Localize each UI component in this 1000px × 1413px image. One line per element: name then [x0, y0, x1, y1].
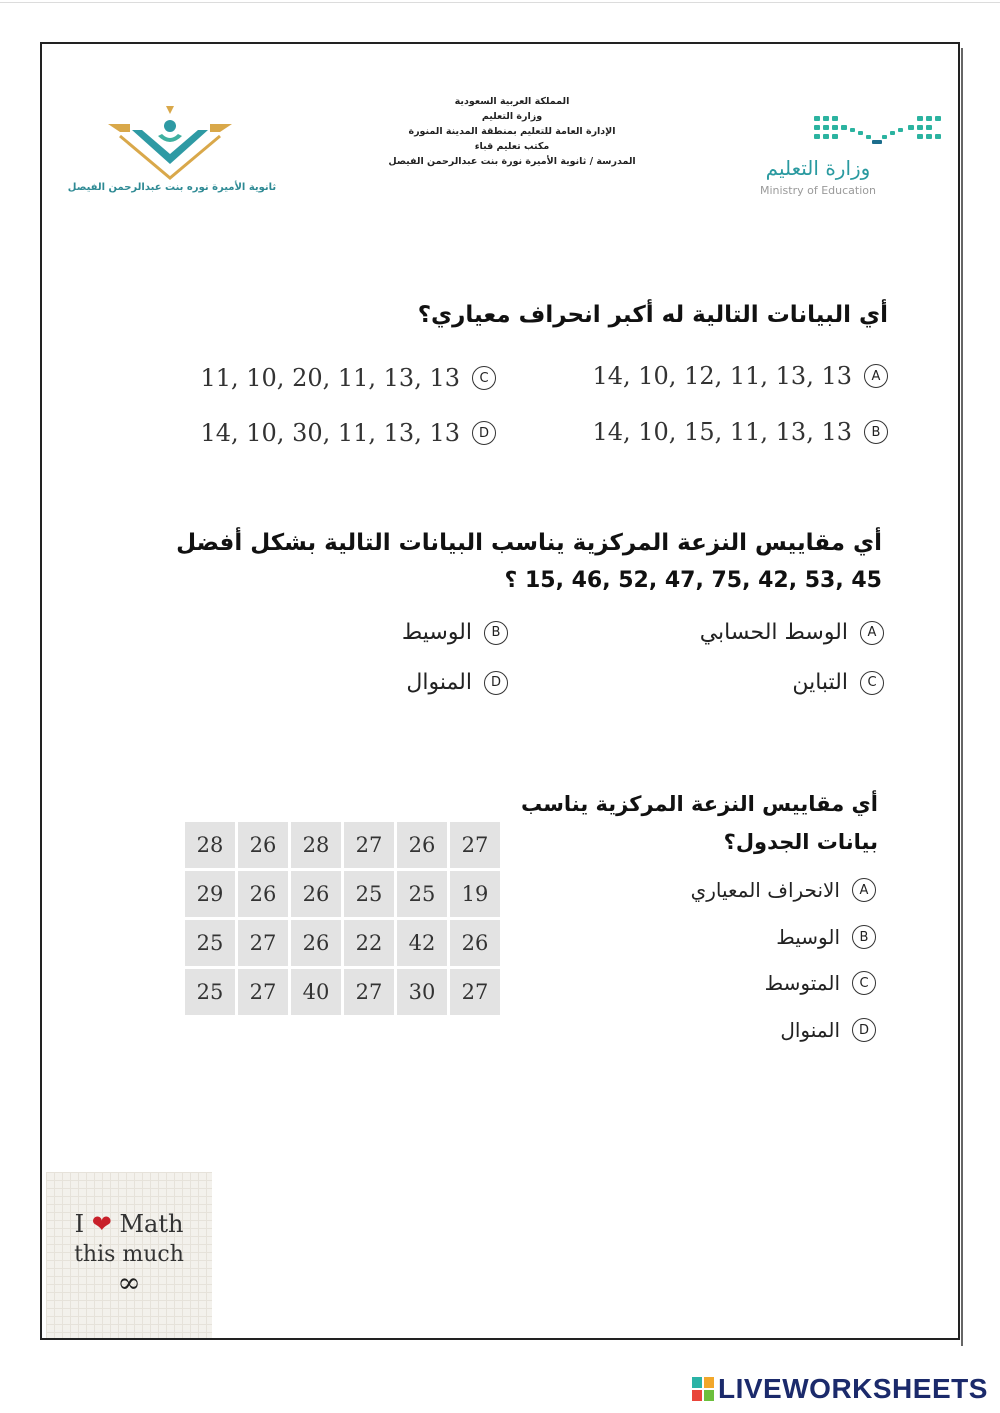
ministry-name-english: Ministry of Education [759, 184, 876, 197]
question-2-data: 15, 46, 52, 47, 75, 42, 53, 45 [524, 568, 882, 593]
table-cell: 40 [291, 969, 341, 1015]
table-cell: 25 [397, 871, 447, 917]
q2-option-d-text: المنوال [406, 670, 472, 695]
header-line-school: المدرسة / ثانوية الأميرة نورة بنت عبدالرحمن الفيصل [388, 156, 636, 167]
liveworksheets-icon [692, 1377, 714, 1401]
worksheet-page [40, 42, 960, 1340]
q3-option-b[interactable] [776, 925, 876, 949]
option-letter-a: A [860, 621, 884, 645]
table-cell: 19 [450, 871, 500, 917]
table-cell: 26 [238, 871, 288, 917]
option-letter-b: B [484, 621, 508, 645]
sticker-i: I [74, 1210, 85, 1238]
table-cell: 27 [450, 969, 500, 1015]
q2-option-a[interactable] [700, 620, 884, 645]
table-cell: 27 [238, 920, 288, 966]
sticker-line-2: this much [74, 1242, 184, 1267]
table-cell: 29 [185, 871, 235, 917]
infinity-icon: ∞ [117, 1266, 141, 1299]
ministry-logo-icon [812, 114, 944, 148]
school-logo-icon [100, 102, 240, 182]
table-cell: 28 [185, 822, 235, 868]
header-line-kingdom: المملكة العربية السعودية [454, 96, 570, 107]
header-line-office: مكتب تعليم قباء [474, 141, 550, 152]
q3-option-c-text: المتوسط [764, 971, 840, 995]
table-cell: 27 [450, 822, 500, 868]
q2-option-c[interactable] [792, 670, 884, 695]
ministry-name-arabic: وزارة التعليم [765, 156, 871, 180]
table-cell: 26 [291, 871, 341, 917]
math-sticker-image [46, 1172, 212, 1338]
option-letter-d: D [472, 421, 496, 445]
q3-option-d[interactable] [780, 1018, 876, 1042]
school-logo-caption: ثانوية الأميرة نوره بنت عبدالرحمن الفيصل [67, 182, 277, 193]
q3-option-c[interactable] [765, 971, 876, 995]
table-cell: 30 [397, 969, 447, 1015]
table-cell: 26 [450, 920, 500, 966]
q1-option-a[interactable] [592, 362, 888, 390]
option-letter-c: C [472, 366, 496, 390]
q1-option-a-text: 14, 10, 12, 11, 13, 13 [592, 362, 852, 390]
table-cell: 26 [238, 822, 288, 868]
option-letter-d: D [484, 671, 508, 695]
question-2-title: أي مقاييس النزعة المركزية يناسب البيانات التالية بشكل أفضل [176, 530, 882, 556]
question-2-data-line [505, 568, 882, 593]
question-1-title: أي البيانات التالية له أكبر انحراف معياري؟ [417, 302, 888, 328]
table-cell: 25 [185, 920, 235, 966]
q1-option-b[interactable] [592, 418, 888, 446]
option-letter-c: C [852, 971, 876, 995]
q3-option-b-text: الوسيط [776, 925, 840, 949]
table-row [185, 920, 500, 966]
q3-data-table [182, 819, 503, 1018]
option-letter-c: C [860, 671, 884, 695]
table-cell: 28 [291, 822, 341, 868]
table-cell: 27 [344, 822, 394, 868]
option-letter-b: B [864, 420, 888, 444]
sticker-line-1 [46, 1210, 212, 1238]
table-row [185, 969, 500, 1015]
q2-option-b-text: الوسيط [401, 620, 472, 645]
table-cell: 25 [185, 969, 235, 1015]
q2-option-d[interactable] [406, 670, 508, 695]
table-cell: 42 [397, 920, 447, 966]
liveworksheets-text: LIVEWORKSHEETS [718, 1373, 988, 1404]
table-cell: 27 [344, 969, 394, 1015]
q1-option-d[interactable] [200, 419, 496, 447]
liveworksheets-logo[interactable] [692, 1373, 988, 1405]
q1-option-c-text: 11, 10, 20, 11, 13, 13 [200, 364, 460, 392]
option-letter-a: A [852, 878, 876, 902]
question-2-qmark: ؟ [504, 568, 518, 593]
header-line-ministry: وزارة التعليم [481, 111, 543, 122]
table-row [185, 871, 500, 917]
table-cell: 22 [344, 920, 394, 966]
q3-option-d-text: المنوال [780, 1018, 840, 1042]
table-cell: 26 [397, 822, 447, 868]
table-cell: 27 [238, 969, 288, 1015]
q2-option-c-text: التباين [792, 670, 848, 695]
question-3-title-line2: بيانات الجدول؟ [723, 830, 878, 854]
header-line-directorate: الإدارة العامة للتعليم بمنطقة المدينة المنورة [408, 126, 616, 137]
option-letter-b: B [852, 925, 876, 949]
q3-option-a-text: الانحراف المعياري [690, 878, 840, 902]
option-letter-a: A [864, 364, 888, 388]
sticker-math: Math [119, 1210, 184, 1238]
table-row [185, 822, 500, 868]
top-divider [0, 2, 1000, 3]
q3-option-a[interactable] [691, 878, 876, 902]
question-3-title-line1: أي مقاييس النزعة المركزية يناسب [521, 792, 878, 816]
heart-icon: ❤ [91, 1210, 112, 1238]
q2-option-b[interactable] [402, 620, 508, 645]
q2-option-a-text: الوسط الحسابي [699, 620, 848, 645]
q1-option-b-text: 14, 10, 15, 11, 13, 13 [592, 418, 852, 446]
table-cell: 25 [344, 871, 394, 917]
header-text-block [382, 94, 642, 169]
table-cell: 26 [291, 920, 341, 966]
option-letter-d: D [852, 1018, 876, 1042]
q1-option-c[interactable] [200, 364, 496, 392]
q1-option-d-text: 14, 10, 30, 11, 13, 13 [200, 419, 460, 447]
